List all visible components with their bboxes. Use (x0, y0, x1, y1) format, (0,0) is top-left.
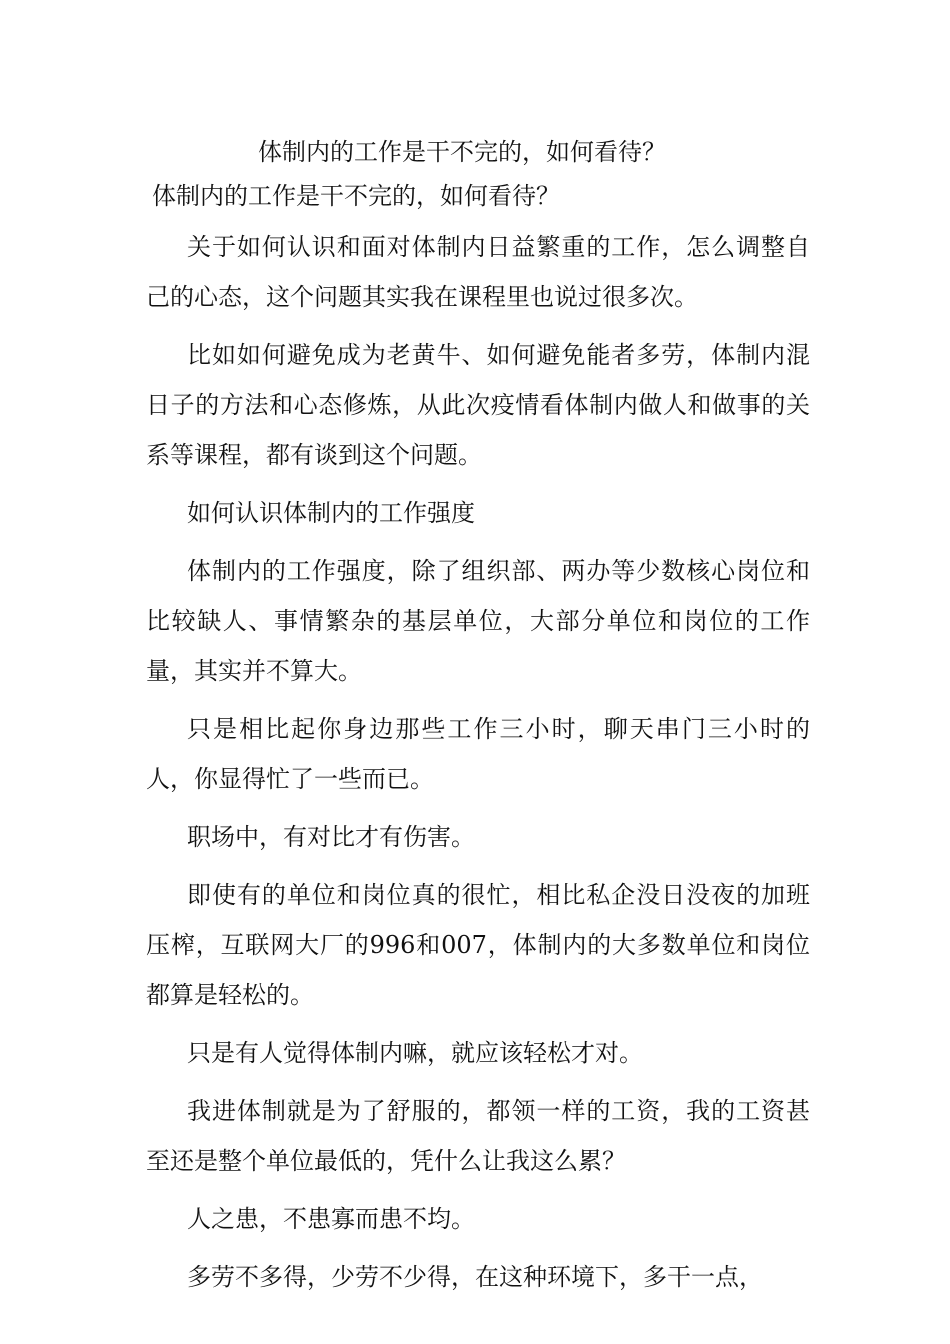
document-body (146, 132, 810, 1310)
document-title: 体制内的工作是干不完的，如何看待？ (258, 138, 666, 166)
paragraph: 只是相比起你身边那些工作三小时，聊天串门三小时的人，你显得忙了一些而已。 (146, 715, 810, 793)
paragraph: 我进体制就是为了舒服的，都领一样的工资，我的工资甚至还是整个单位最低的，凭什么让我这么累？ (146, 1097, 810, 1175)
paragraph: 人之患，不患寡而患不均。 (187, 1205, 475, 1233)
paragraph: 体制内的工作强度，除了组织部、两办等少数核心岗位和比较缺人、事情繁杂的基层单位，大部分单位和岗位的工作量，其实并不算大。 (146, 557, 810, 685)
paragraph: 多劳不多得，少劳不少得，在这种环境下，多干一点， (187, 1263, 763, 1291)
paragraph: 职场中，有对比才有伤害。 (187, 823, 475, 851)
section-heading: 如何认识体制内的工作强度 (187, 499, 475, 527)
paragraph: 比如如何避免成为老黄牛、如何避免能者多劳，体制内混日子的方法和心态修炼，从此次疫情看体制内做人和做事的关系等课程，都有谈到这个问题。 (146, 341, 810, 469)
document-subtitle: 体制内的工作是干不完的，如何看待？ (152, 182, 560, 210)
paragraph: 即使有的单位和岗位真的很忙，相比私企没日没夜的加班压榨，互联网大厂的996和007，体制内的大多数单位和岗位都算是轻松的。 (146, 881, 810, 1009)
paragraph: 只是有人觉得体制内嘛，就应该轻松才对。 (187, 1039, 643, 1067)
paragraph: 关于如何认识和面对体制内日益繁重的工作，怎么调整自己的心态，这个问题其实我在课程里也说过很多次。 (146, 233, 810, 311)
